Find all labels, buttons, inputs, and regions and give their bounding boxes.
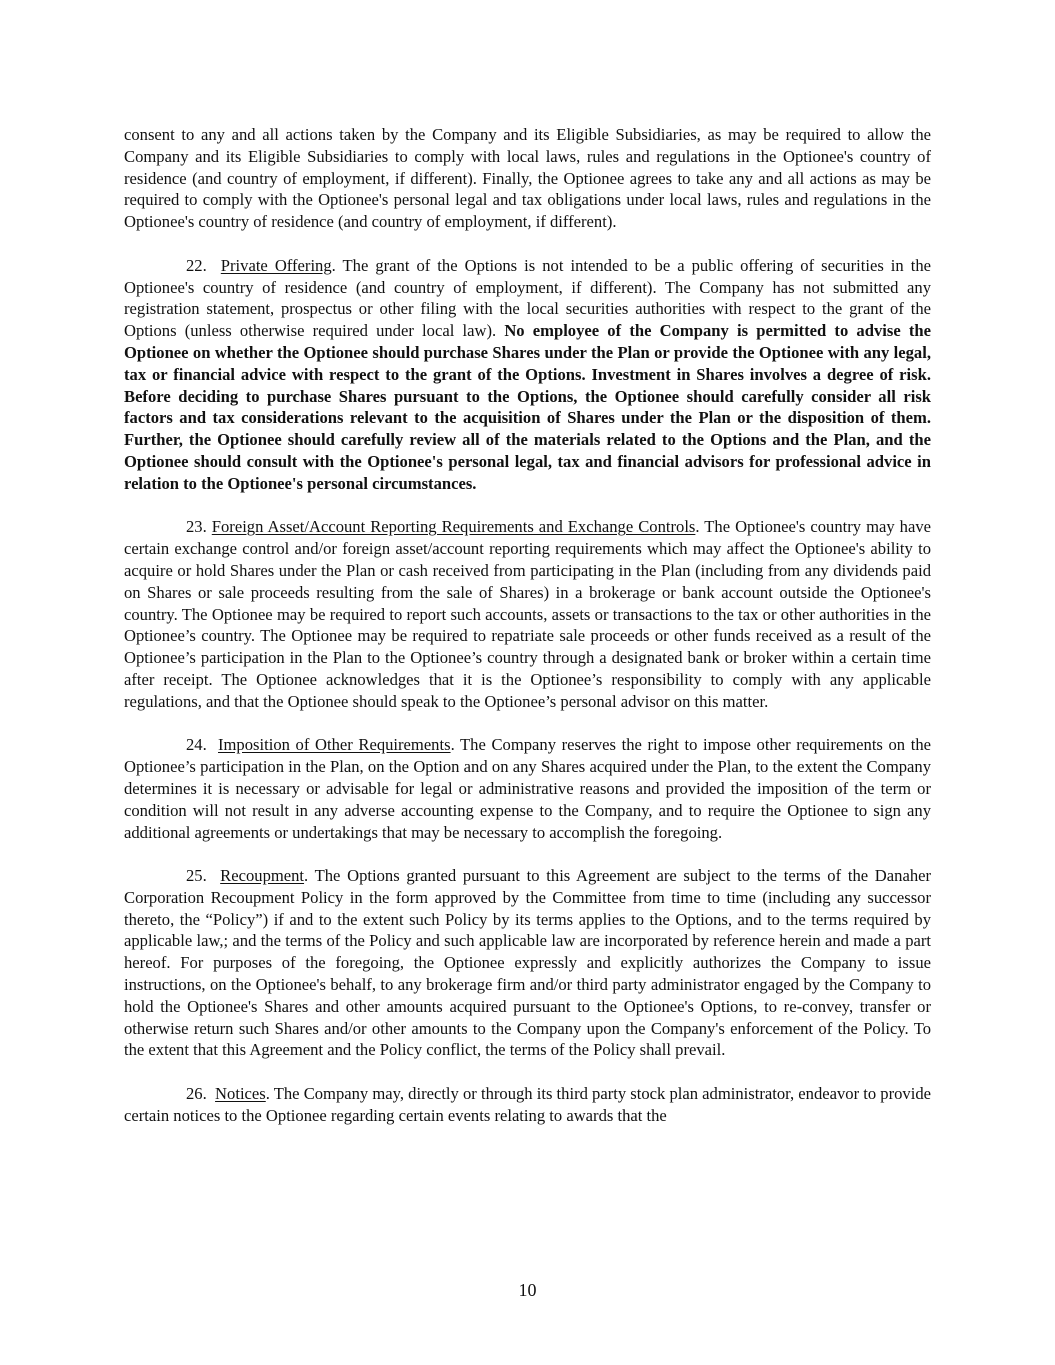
section-26-notices <box>124 1083 931 1127</box>
section-heading: Imposition of Other Requirements <box>218 735 451 755</box>
paragraph-continuation: consent to any and all actions taken by the Company and its Eligible Subsidiaries, as may be required to allow the Company and its Eligible Subsidiaries to comply with local laws, rules and regulations in the Optionee's country of residence (and country of employment, if different). Finally, the Optionee agrees to take any and all actions as may be required to comply with the Optionee's personal legal and tax obligations under local laws, rules and regulations in the Optionee's country of residence (and country of employment, if different). <box>124 125 931 232</box>
page-number: 10 <box>518 1280 537 1300</box>
section-22-private-offering <box>124 255 931 495</box>
section-23-foreign-asset-reporting <box>124 516 931 712</box>
section-heading: Foreign Asset/Account Reporting Requirements and Exchange Controls <box>211 517 696 537</box>
section-text: . The Optionee's country may have certain exchange control and/or foreign asset/account reporting requirements which may affect the Optionee's ability to acquire or hold Shares under the Plan or cash received from participating in the Plan (including from any dividends paid on Shares or sale proceeds resulting from the sale of Shares) in a brokerage or bank account outside the Optionee's country. The Optionee may be required to report such accounts, assets or transactions to the tax or other authorities in the Optionee’s country. The Optionee may be required to repatriate sale proceeds or other funds received as a result of the Optionee’s participation in the Plan to the Optionee’s country through a designated bank or broker within a certain time after receipt. The Optionee acknowledges that it is the Optionee’s responsibility to comply with any applicable regulations, and that the Optionee should speak to the Optionee’s personal advisor on this matter. <box>124 517 931 711</box>
section-heading: Private Offering <box>220 255 332 275</box>
section-number: 22. <box>186 255 207 275</box>
section-heading: Notices <box>215 1084 266 1104</box>
section-number: 26. <box>186 1084 207 1104</box>
section-bold-text: No employee of the Company is permitted to advise the Optionee on whether the Optionee should purchase Shares under the Plan or provide the Optionee with any legal, tax or financial advice with respect to the grant of the Options. Investment in Shares involves a degree of risk. Before deciding to purchase Shares pursuant to the Options, the Optionee should carefully consider all risk factors and tax considerations relevant to the acquisition of Shares under the Plan or the disposition of them. Further, the Optionee should carefully review all of the materials related to the Options and the Plan, and the Optionee should consult with the Optionee's personal legal, tax and financial advisors for professional advice in relation to the Optionee's personal circumstances. <box>124 321 931 493</box>
section-heading: Recoupment <box>220 866 305 886</box>
section-text: . The Company may, directly or through its third party stock plan administrator, endeavor to provide certain notices to the Optionee regarding certain events relating to awards that the <box>124 1084 931 1125</box>
document-page <box>124 124 931 1127</box>
section-number: 25. <box>186 866 207 886</box>
section-number: 24. <box>186 735 207 755</box>
section-25-recoupment <box>124 865 931 1061</box>
section-text: . The grant of the Options is not intended to be a public offering of securities in the Optionee's country of residence (and country of employment, if different). The Company has not submitted any registration statement, prospectus or other filing with the local securities authorities with respect to the grant of the Options (unless otherwise required under local law). <box>124 255 932 341</box>
section-text: . The Company reserves the right to impose other requirements on the Optionee’s participation in the Plan, on the Option and on any Shares acquired under the Plan, to the extent the Company determines it is necessary or advisable for legal or administrative reasons and provided the imposition of the term or condition will not result in any adverse accounting expense to the Company, and to require the Optionee to sign any additional agreements or undertakings that may be necessary to accomplish the foregoing. <box>124 735 931 842</box>
section-number: 23. <box>186 517 207 537</box>
section-text: . The Options granted pursuant to this Agreement are subject to the terms of the Danaher Corporation Recoupment Policy in the form approved by the Committee from time to time (including any successor thereto, the “Policy”) if and to the extent such Policy by its terms applies to the Options, and to the terms required by applicable law,; and the terms of the Policy and such applicable law are incorporated by reference herein and made a part hereof. For purposes of the foregoing, the Optionee expressly and explicitly authorizes the Company to issue instructions, on the Optionee's behalf, to any brokerage firm and/or third party administrator engaged by the Company to hold the Optionee's Shares and other amounts acquired pursuant to the Optionee's Options, to re-convey, transfer or otherwise return such Shares and/or other amounts to the Company upon the Company's enforcement of the Policy. To the extent that this Agreement and the Policy conflict, the terms of the Policy shall prevail. <box>124 866 932 1060</box>
section-24-imposition-of-other-requirements <box>124 734 931 843</box>
